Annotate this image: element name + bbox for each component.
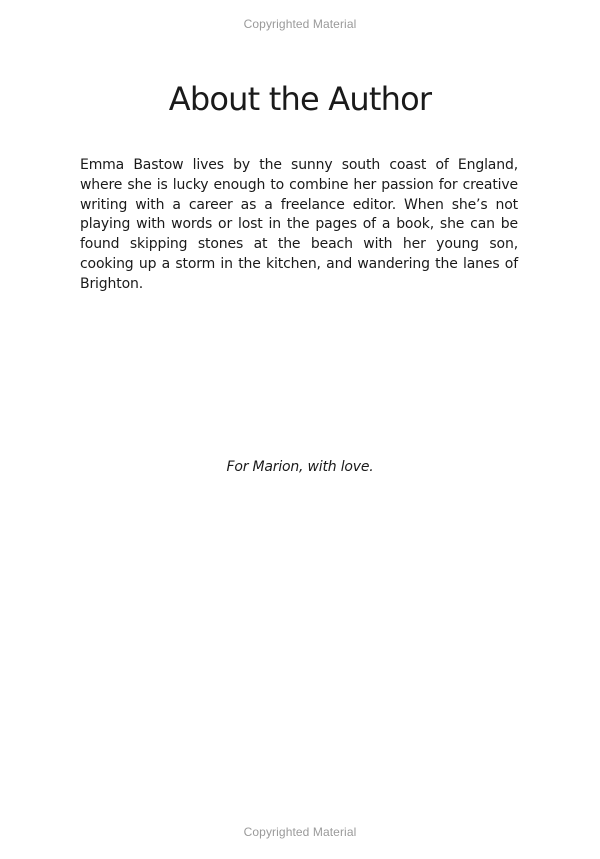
author-bio: Emma Bastow lives by the sunny south coast of England, where she is lucky enough to combine her passion for creative writing with a career as a freelance editor. When she’s not playing with words or lost in the pages of a book, she can be found skipping stones at the beach with her young son, cooking up a storm in the kitchen, and wandering the lanes of Brighton.: [80, 157, 518, 292]
dedication: For Marion, with love.: [226, 459, 374, 475]
page-title: About the Author: [168, 80, 432, 118]
copyright-watermark-top: Copyrighted Material: [243, 17, 357, 31]
copyright-watermark-bottom: Copyrighted Material: [243, 825, 357, 839]
